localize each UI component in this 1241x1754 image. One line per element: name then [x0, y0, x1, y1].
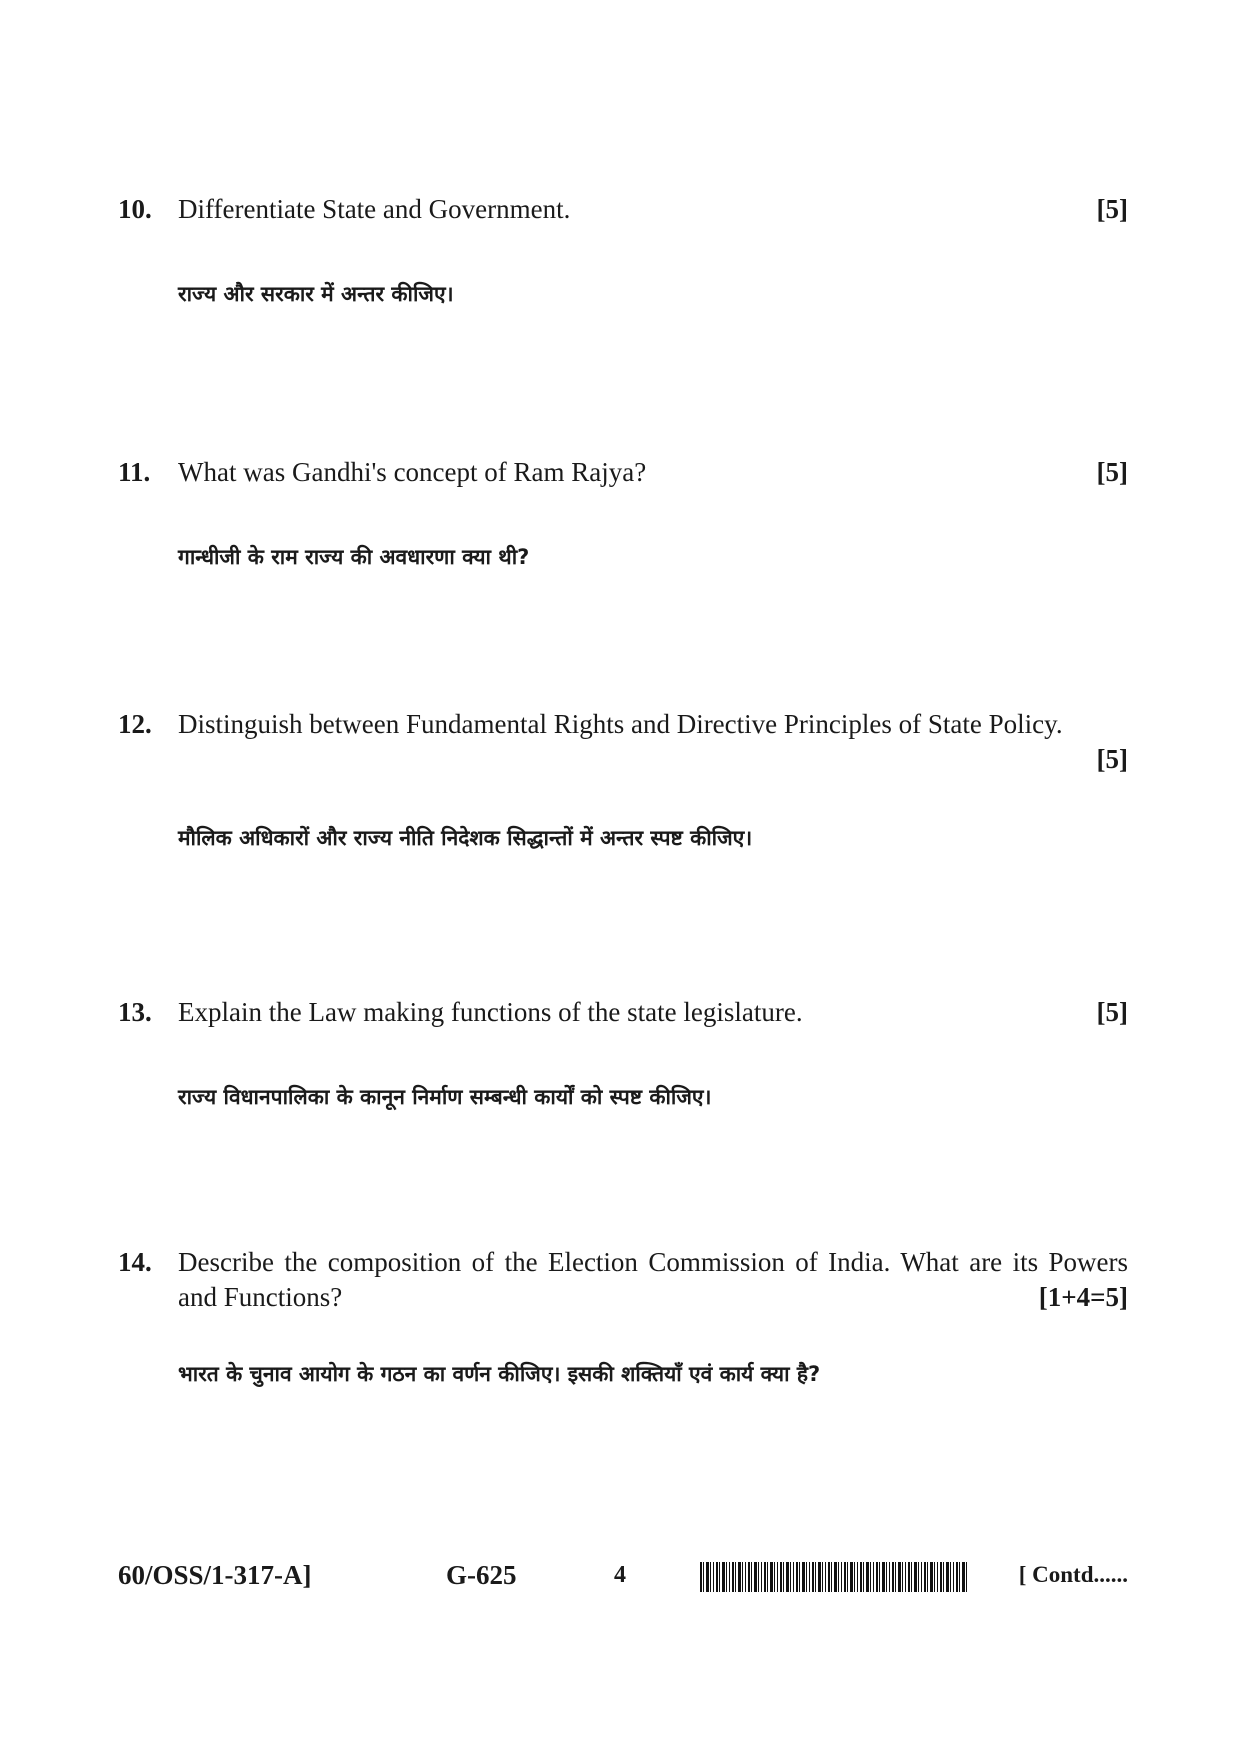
question-14: [118, 1245, 1128, 1389]
continued-label: [ Contd......: [1018, 1562, 1128, 1587]
question-text-english: Explain the Law making functions of the state legislature.: [178, 997, 803, 1027]
question-text-hindi: राज्य और सरकार में अन्तर कीजिए।: [178, 282, 454, 306]
question-marks: [5]: [1096, 457, 1128, 487]
barcode-image: [700, 1562, 968, 1592]
question-marks: [5]: [1096, 997, 1128, 1027]
question-text-english: What was Gandhi's concept of Ram Rajya?: [178, 457, 647, 487]
question-english-row: [118, 1245, 1128, 1315]
question-11: [118, 455, 1128, 572]
question-text-english: Distinguish between Fundamental Rights and Directive Principles of State Policy.: [178, 709, 1063, 739]
question-english-row: [118, 455, 1128, 490]
question-text-hindi: गान्धीजी के राम राज्य की अवधारणा क्या थी?: [178, 545, 530, 569]
question-12: [118, 707, 1128, 853]
paper-code: 60/OSS/1-317-A]: [118, 1560, 312, 1590]
question-marks: [5]: [1096, 194, 1128, 224]
question-english-row: [118, 192, 1128, 227]
page-number: 4: [614, 1562, 626, 1588]
question-english-row: [118, 995, 1128, 1030]
question-marks: [1+4=5]: [1038, 1282, 1128, 1312]
question-text-english: Describe the composition of the Election Commission of India. What are its Powers and Functions?: [178, 1247, 1128, 1312]
question-text-hindi: मौलिक अधिकारों और राज्य नीति निदेशक सिद्धान्तों में अन्तर स्पष्ट कीजिए।: [178, 826, 753, 850]
page-footer: [118, 1560, 1128, 1600]
question-english-row: [118, 707, 1128, 742]
question-13: [118, 995, 1128, 1112]
question-10: [118, 192, 1128, 309]
question-number: 12.: [118, 709, 152, 739]
question-number: 11.: [118, 457, 151, 487]
question-marks: [5]: [1096, 744, 1128, 774]
question-text-hindi: भारत के चुनाव आयोग के गठन का वर्णन कीजिए। इसकी शक्तियाँ एवं कार्य क्या है?: [178, 1362, 821, 1386]
question-number: 10.: [118, 194, 152, 224]
question-text-english: Differentiate State and Government.: [178, 194, 571, 224]
question-number: 13.: [118, 997, 152, 1027]
paper-series: G-625: [446, 1560, 517, 1590]
question-text-hindi: राज्य विधानपालिका के कानून निर्माण सम्बन्धी कार्यों को स्पष्ट कीजिए।: [178, 1085, 712, 1109]
question-number: 14.: [118, 1247, 152, 1277]
